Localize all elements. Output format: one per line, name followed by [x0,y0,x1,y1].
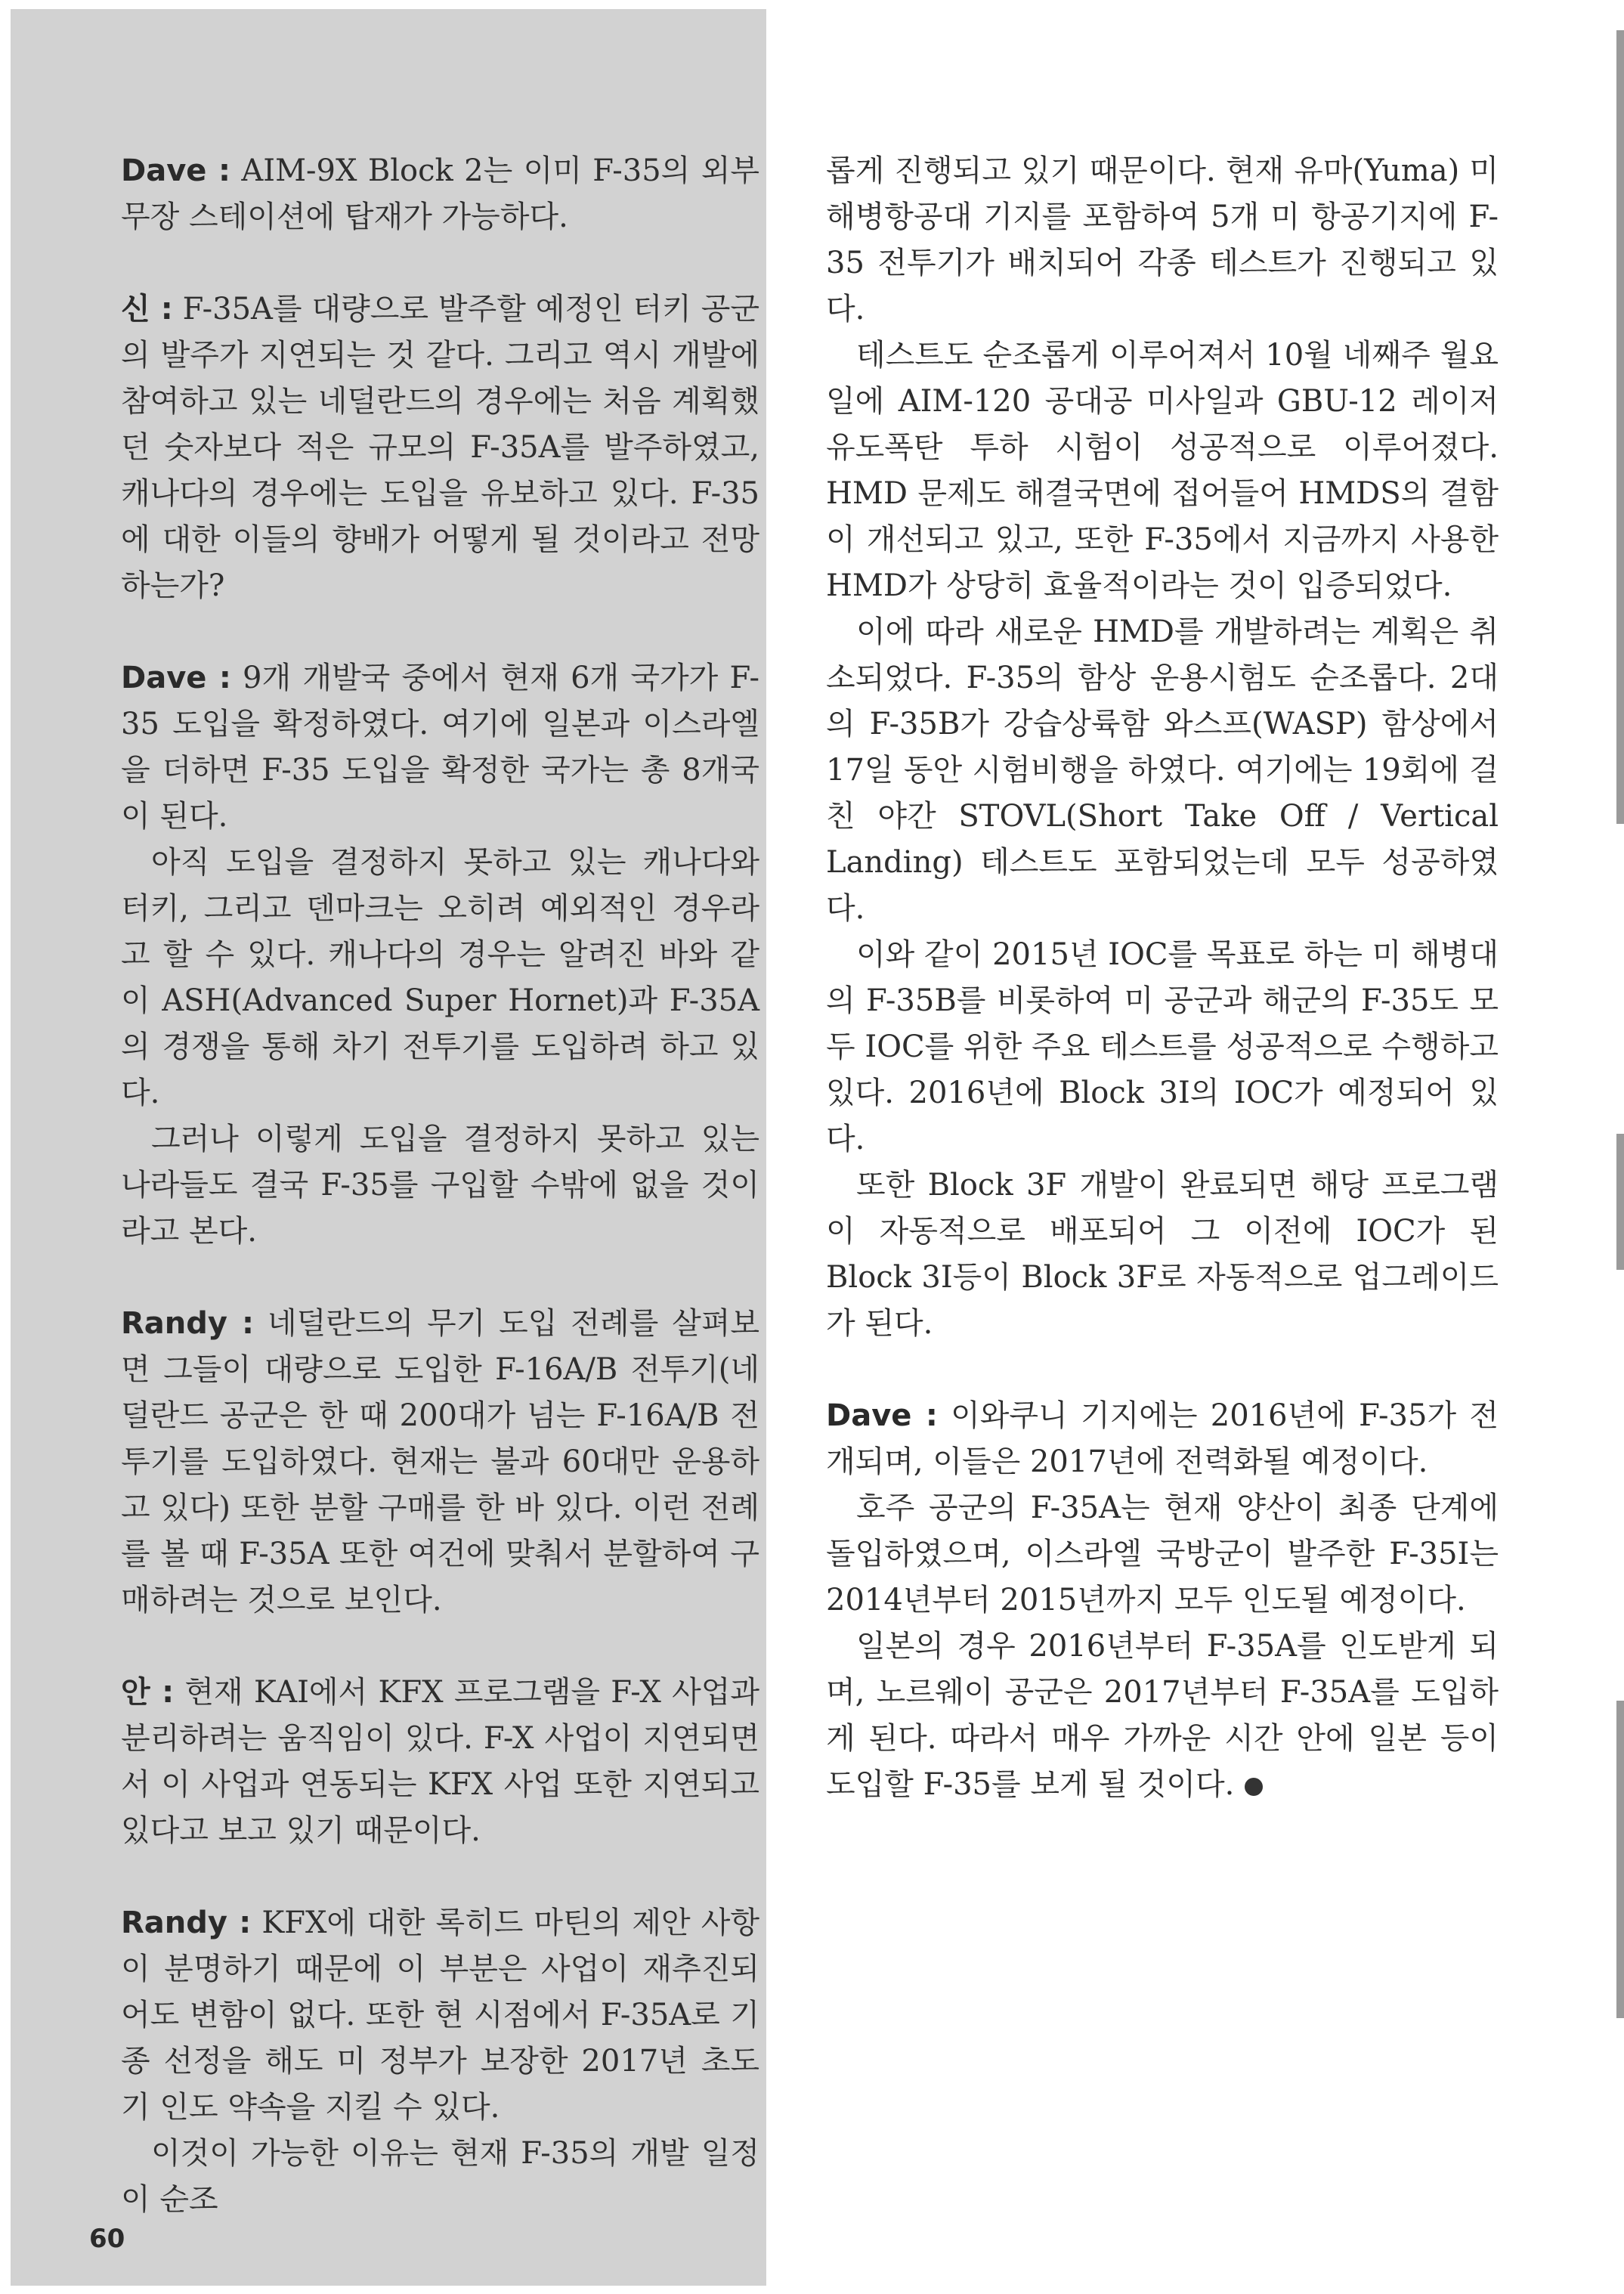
paragraph: 또한 Block 3F 개발이 완료되면 해당 프로그램이 자동적으로 배포되어 그 이전에 IOC가 된 Block 3I등이 Block 3F로 자동적으로 업그레이드가 된다. [826,1168,1499,1341]
randy-answer-1: Randy : 네덜란드의 무기 도입 전례를 살펴보면 그들이 대량으로 도입한 F-16A/B 전투기(네덜란드 공군은 한 때 200대가 넘는 F-16A/B 전투기를 도입하였다. 현재는 불과 60대만 운용하고 있다) 또한 분할 구매를 한 바 있다. 이런 전례를 볼 때 F-35A 또한 여건에 맞춰서 분할하여 구매하려는 것으로 보인다. [121,1306,760,1618]
shin-question: 신 : F-35A를 대량으로 발주할 예정인 터키 공군의 발주가 지연되는 것 같다. 그리고 역시 개발에 참여하고 있는 네덜란드의 경우에는 처음 계획했던 숫자보다 적은 규모의 F-35A를 발주하였고, 캐나다의 경우에는 도입을 유보하고 있다. F-35에 대한 이들의 향배가 어떻게 될 것이라고 전망하는가? [121,292,760,603]
left-column [121,148,759,2223]
dave-answer-3: Dave : 이와쿠니 기지에는 2016년에 F-35가 전개되며, 이들은 2017년에 전력화될 예정이다. [826,1398,1499,1479]
paragraph: 아직 도입을 결정하지 못하고 있는 캐나다와 터키, 그리고 덴마크는 오히려 예외적인 경우라고 할 수 있다. 캐나다의 경우는 알려진 바와 같이 ASH(Advanced Super Hornet)과 F-35A의 경쟁을 통해 차기 전투기를 도입하려 하고 있다. [121,845,759,1110]
speaker-label: Dave : [826,1398,938,1433]
paragraph: 이에 따라 새로운 HMD를 개발하려는 계획은 취소되었다. F-35의 함상 운용시험도 순조롭다. 2대의 F-35B가 강습상륙함 와스프(WASP) 함상에서 17일 동안 시험비행을 하였다. 여기에는 19회에 걸친 야간 STOVL(Short Take Off / Vertical Landing) 테스트도 포함되었는데 모두 성공하였다. [826,615,1499,926]
paragraph: 그러나 이렇게 도입을 결정하지 못하고 있는 나라들도 결국 F-35를 구입할 수밖에 없을 것이라고 본다. [121,1122,759,1249]
page-edge-mark [1616,1701,1624,2018]
speaker-label: Randy : [121,1905,252,1940]
paragraph: 테스트도 순조롭게 이루어져서 10월 네째주 월요일에 AIM-120 공대공 미사일과 GBU-12 레이저 유도폭탄 투하 시험이 성공적으로 이루어졌다. HMD 문제도 해결국면에 접어들어 HMDS의 결함이 개선되고 있고, 또한 F-35에서 지금까지 사용한 HMD가 상당히 효율적이라는 것이 입증되었다. [826,338,1499,603]
speaker-label: 신 : [121,292,173,327]
paragraph: 이와 같이 2015년 IOC를 목표로 하는 미 해병대의 F-35B를 비롯하여 미 공군과 해군의 F-35도 모두 IOC를 위한 주요 테스트를 성공적으로 수행하고 있다. 2016년에 Block 3I의 IOC가 예정되어 있다. [826,937,1499,1156]
dave-answer-1: Dave : AIM-9X Block 2는 이미 F-35의 외부 무장 스테이션에 탑재가 가능하다. [121,153,759,234]
speaker-label: Dave : [121,661,231,695]
speaker-label: Dave : [121,153,230,188]
page-edge-mark [1616,30,1624,824]
closing-paragraph: 일본의 경우 2016년부터 F-35A를 인도받게 되며, 노르웨이 공군은 2017년부터 F-35A를 도입하게 된다. 따라서 매우 가까운 시간 안에 일본 등이 도입할 F-35를 보게 될 것이다. [826,1629,1499,1802]
speaker-label: 안 : [121,1675,175,1710]
paragraph: 롭게 진행되고 있기 때문이다. 현재 유마(Yuma) 미 해병항공대 기지를 포함하여 5개 미 항공기지에 F-35 전투기가 배치되어 각종 테스트가 진행되고 있다. [826,153,1499,327]
speaker-label: Randy : [121,1306,255,1341]
page-edge-mark [1616,1134,1624,1270]
paragraph: 이것이 가능한 이유는 현재 F-35의 개발 일정이 순조 [121,2136,759,2217]
ahn-question: 안 : 현재 KAI에서 KFX 프로그램을 F-X 사업과 분리하려는 움직임이 있다. F-X 사업이 지연되면서 이 사업과 연동되는 KFX 사업 또한 지연되고 있다고 보고 있기 때문이다. [121,1675,760,1848]
right-column [826,148,1499,1808]
dave-answer-2: Dave : 9개 개발국 중에서 현재 6개 국가가 F-35 도입을 확정하였다. 여기에 일본과 이스라엘을 더하면 F-35 도입을 확정한 국가는 총 8개국이 된다. [121,661,760,834]
randy-answer-2: Randy : KFX에 대한 록히드 마틴의 제안 사항이 분명하기 때문에 이 부분은 사업이 재추진되어도 변함이 없다. 또한 현 시점에서 F-35A로 기종 선정을 해도 미 정부가 보장한 2017년 초도기 인도 약속을 지킬 수 있다. [121,1905,760,2125]
page-number: 60 [89,2224,125,2254]
paragraph: 호주 공군의 F-35A는 현재 양산이 최종 단계에 돌입하였으며, 이스라엘 국방군이 발주한 F-35I는 2014년부터 2015년까지 모두 인도될 예정이다. [826,1491,1499,1618]
end-mark-icon [1245,1778,1263,1796]
